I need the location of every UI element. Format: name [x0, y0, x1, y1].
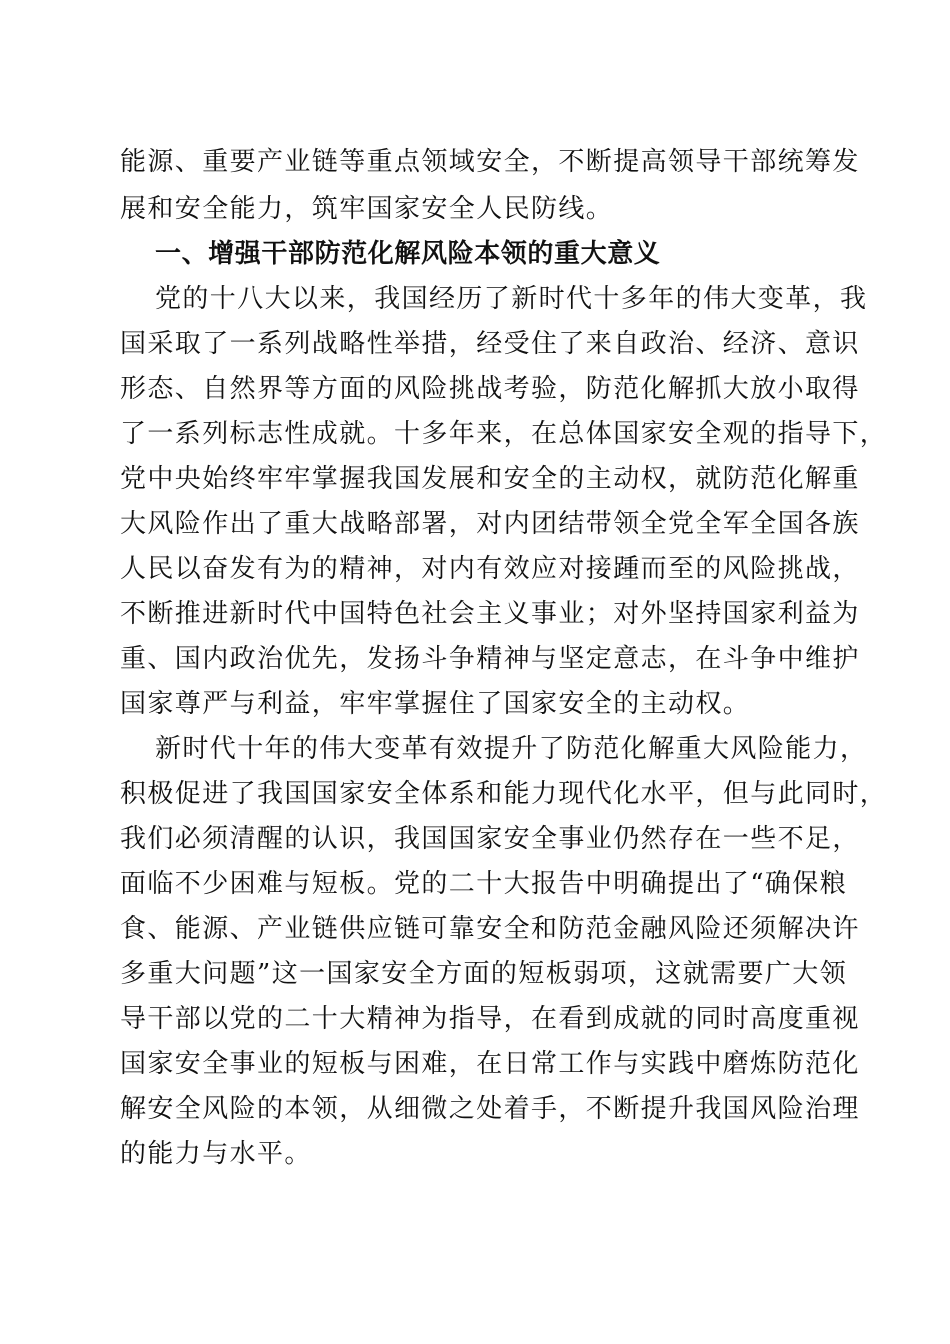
paragraph-2-line-3: 我们必须清醒的认识，我国国家安全事业仍然存在一些不足， — [120, 824, 860, 854]
paragraph-1-line-9: 重、国内政治优先，发扬斗争精神与坚定意志，在斗争中维护 — [120, 644, 860, 674]
paragraph-1-line-3: 形态、自然界等方面的风险挑战考验，防范化解抓大放小取得 — [120, 374, 860, 404]
paragraph-1-line-8: 不断推进新时代中国特色社会主义事业；对外坚持国家利益为 — [120, 599, 860, 629]
section-heading: 一、增强干部防范化解风险本领的重大意义 — [155, 239, 661, 269]
paragraph-2-line-9: 解安全风险的本领，从细微之处着手，不断提升我国风险治理 — [120, 1094, 860, 1124]
paragraph-1-line-4: 了一系列标志性成就。十多年来，在总体国家安全观的指导下， — [120, 419, 888, 449]
continuation-line-2: 展和安全能力，筑牢国家安全人民防线。 — [120, 194, 614, 224]
paragraph-2-line-7: 导干部以党的二十大精神为指导，在看到成就的同时高度重视 — [120, 1004, 860, 1034]
paragraph-1-line-6: 大风险作出了重大战略部署，对内团结带领全党全军全国各族 — [120, 509, 860, 539]
paragraph-1-line-10: 国家尊严与利益，牢牢掌握住了国家安全的主动权。 — [120, 689, 751, 719]
paragraph-2-line-1: 新时代十年的伟大变革有效提升了防范化解重大风险能力， — [155, 734, 868, 764]
paragraph-2-line-5: 食、能源、产业链供应链可靠安全和防范金融风险还须解决许 — [120, 914, 860, 944]
paragraph-2-line-6: 多重大问题”这一国家安全方面的短板弱项，这就需要广大领 — [120, 959, 848, 989]
paragraph-1-line-2: 国采取了一系列战略性举措，经受住了来自政治、经济、意识 — [120, 329, 860, 359]
paragraph-1-line-1: 党的十八大以来，我国经历了新时代十多年的伟大变革，我 — [155, 284, 868, 314]
paragraph-1-line-7: 人民以奋发有为的精神，对内有效应对接踵而至的风险挑战， — [120, 554, 860, 584]
paragraph-2-line-2: 积极促进了我国国家安全体系和能力现代化水平，但与此同时， — [120, 779, 888, 809]
paragraph-2-line-8: 国家安全事业的短板与困难，在日常工作与实践中磨炼防范化 — [120, 1049, 860, 1079]
paragraph-2-line-4: 面临不少困难与短板。党的二十大报告中明确提出了“确保粮 — [120, 869, 848, 899]
paragraph-1-line-5: 党中央始终牢牢掌握我国发展和安全的主动权，就防范化解重 — [120, 464, 860, 494]
continuation-line-1: 能源、重要产业链等重点领域安全，不断提高领导干部统筹发 — [120, 147, 860, 177]
paragraph-2-line-10: 的能力与水平。 — [120, 1139, 312, 1169]
